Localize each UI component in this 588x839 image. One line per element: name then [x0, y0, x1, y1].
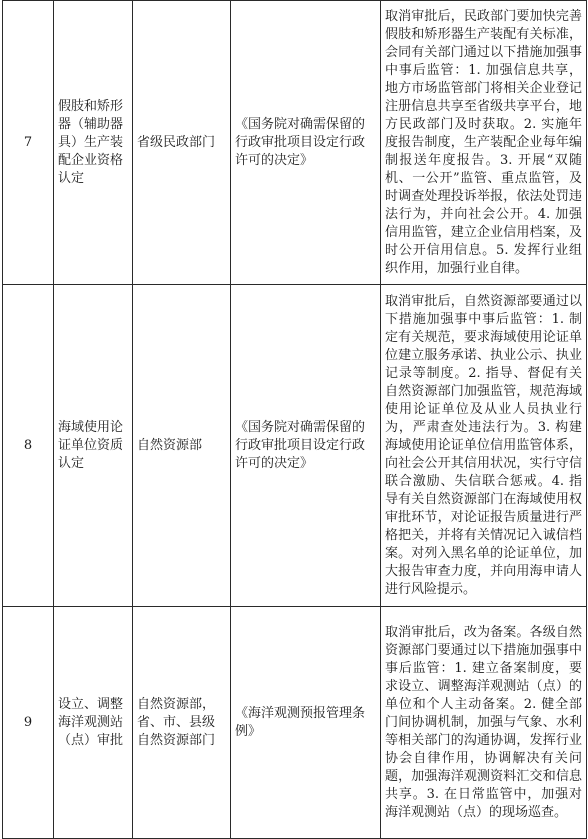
approval-item-name: 设立、调整海洋观测站（点）审批	[54, 607, 133, 839]
row-number: 7	[3, 1, 54, 285]
approval-item-name: 海域使用论证单位资质认定	[54, 285, 133, 607]
supervision-measures: 取消审批后，自然资源部要通过以下措施加强事中事后监管：1. 制定有关规范，要求海域使用论证单位建立服务承诺、执业公示、执业记录等制度。2. 指导、督促有关自然资源部门加强监管，规范海域使用论证单位及从业人员执业行为，严肃查处违法行为。3. 构建海域使用论证单位信用监管体系，向社会公开其信用状况，实行守信联合激励、失信联合惩戒。4. 指导有关自然资源部门在海域使用权审批环节，对论证报告质量进行严格把关，并将有关情况记入诚信档案。对列入黑名单的论证单位，加大报告审查力度，并向用海申请人进行风险提示。	[381, 285, 587, 607]
supervision-measures: 取消审批后，改为备案。各级自然资源部门要通过以下措施加强事中事后监管：1. 建立备案制度，要求设立、调整海洋观测站（点）的单位和个人主动备案。2. 健全部门间协调机制，加强与气象、水利等相关部门的沟通协调，发挥行业协会自律作用，协调解决有关问题，加强海洋观测资料汇交和信息共享。3. 在日常监管中，加强对海洋观测站（点）的现场巡查。	[381, 607, 587, 839]
table-row	[3, 1, 587, 285]
approval-item-name: 假肢和矫形器（辅助器具）生产装配企业资格认定	[54, 1, 133, 285]
table-row	[3, 607, 587, 839]
approval-items-table	[2, 0, 587, 839]
table-row	[3, 285, 587, 607]
legal-basis: 《国务院对确需保留的行政审批项目设定行政许可的决定》	[231, 1, 381, 285]
supervision-measures: 取消审批后，民政部门要加快完善假肢和矫形器生产装配有关标准，会同有关部门通过以下措施加强事中事后监管：1. 加强信息共享，地方市场监管部门将相关企业登记注册信息共享至省级共享平台，地方民政部门及时获取。2. 实施年度报告制度，生产装配企业每年编制报送年度报告。3. 开展“双随机、一公开”监管、重点监管，及时调查处理投诉举报，依法处罚违法行为，并向社会公开。4. 加强信用监管，建立企业信用档案，及时公开信用信息。5. 发挥行业组织作用，加强行业自律。	[381, 1, 587, 285]
approval-department: 省级民政部门	[133, 1, 231, 285]
row-number: 8	[3, 285, 54, 607]
approval-department: 自然资源部	[133, 285, 231, 607]
approval-department: 自然资源部，省、市、县级自然资源部门	[133, 607, 231, 839]
legal-basis: 《国务院对确需保留的行政审批项目设定行政许可的决定》	[231, 285, 381, 607]
legal-basis: 《海洋观测预报管理条例》	[231, 607, 381, 839]
row-number: 9	[3, 607, 54, 839]
